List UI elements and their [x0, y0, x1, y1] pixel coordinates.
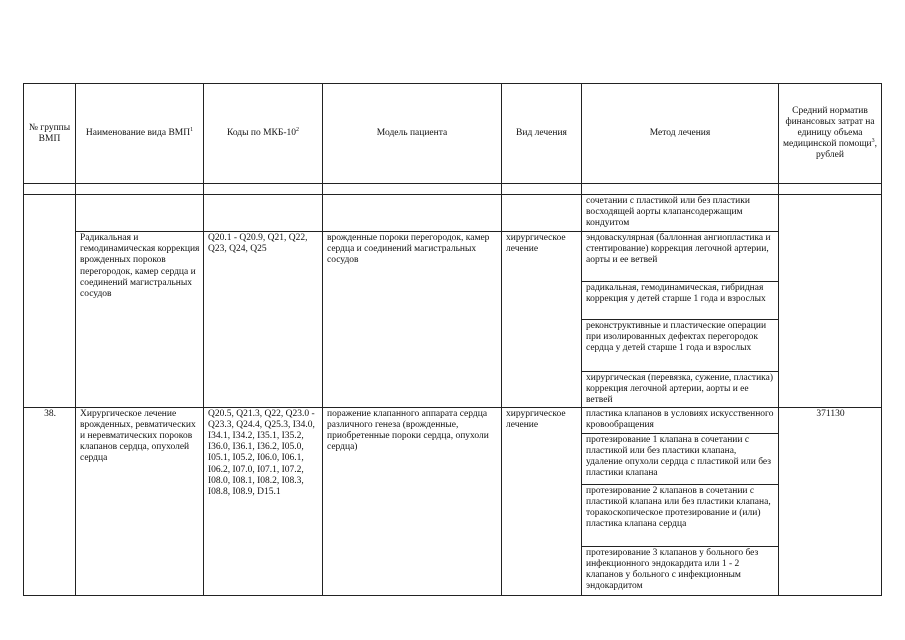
- cost-cell: 371130: [779, 407, 882, 595]
- header-group-number: № группы ВМП: [24, 84, 76, 184]
- icd-codes-cell: Q20.5, Q21.3, Q22, Q23.0 - Q23.3, Q24.4, Q25.3, I34.0, I34.1, I34.2, I35.1, I35.2, I36.0, I36.1, I36.2, I05.0, I05.1, I05.2, I06.0, I06.1, I06.2, I07.0, I07.1, I07.2, I08.0, I08.1, I08.2, I08.3, I08.8, I08.9, D15.1: [204, 407, 323, 595]
- cost-cell-empty: [779, 195, 882, 408]
- header-patient-model: Модель пациента: [323, 84, 502, 184]
- table-row: [24, 195, 882, 232]
- table-header-row: [24, 84, 882, 184]
- treatment-type-cell: хирургическое лечение: [502, 232, 582, 408]
- group-number-cell: 38.: [24, 407, 76, 595]
- header-average-cost: Средний норматив финансовых затрат на единицу объема медицинской помощи$^3$, рублей: [779, 84, 882, 184]
- vmp-name-cell: Хирургическое лечение врожденных, ревматических и неревматических пороков клапанов сердца, опухолей сердца: [76, 407, 204, 595]
- vmp-table: [23, 83, 882, 596]
- method-cell: протезирование 3 клапанов у больного без инфекционного эндокардита или 1 - 2 клапанов у больного с инфекционным эндокардитом: [582, 546, 779, 595]
- method-cell: пластика клапанов в условиях искусственного кровообращения: [582, 407, 779, 433]
- patient-model-cell: врожденные пороки перегородок, камер сердца и соединений магистральных сосудов: [323, 232, 502, 408]
- table-row: [24, 232, 882, 282]
- header-vmp-name: Наименование вида ВМП$^1$: [76, 84, 204, 184]
- header-treatment-method: Метод лечения: [582, 84, 779, 184]
- method-cell: хирургическая (перевязка, сужение, пластика) коррекция легочной артерии, аорты и ее ветвей: [582, 372, 779, 408]
- header-icd-codes: Коды по МКБ-$10^2$: [204, 84, 323, 184]
- method-cell: эндоваскулярная (баллонная ангиопластика и стентирование) коррекция легочной артерии, аорты и ее ветвей: [582, 232, 779, 282]
- table-spacer-row: [24, 184, 882, 195]
- method-cell: сочетании с пластикой или без пластики восходящей аорты клапансодержащим кондуитом: [582, 195, 779, 232]
- method-cell: протезирование 1 клапана в сочетании с пластикой или без пластики клапана, удаление опухоли сердца с пластикой или без пластики клапана: [582, 433, 779, 484]
- vmp-name-cell: Радикальная и гемодинамическая коррекция врожденных пороков перегородок, камер сердца и соединений магистральных сосудов: [76, 232, 204, 408]
- method-cell: реконструктивные и пластические операции при изолированных дефектах перегородок сердца у детей старше 1 года и взрослых: [582, 320, 779, 372]
- icd-codes-cell: Q20.1 - Q20.9, Q21, Q22, Q23, Q24, Q25: [204, 232, 323, 408]
- method-cell: протезирование 2 клапанов в сочетании с пластикой клапана или без пластики клапана, торакоскопическое протезирование и (или) пластика клапана сердца: [582, 484, 779, 546]
- table-row: [24, 407, 882, 433]
- method-cell: радикальная, гемодинамическая, гибридная коррекция у детей старше 1 года и взрослых: [582, 282, 779, 320]
- header-treatment-type: Вид лечения: [502, 84, 582, 184]
- patient-model-cell: поражение клапанного аппарата сердца различного генеза (врожденные, приобретенные пороки сердца, опухоли сердца): [323, 407, 502, 595]
- treatment-type-cell: хирургическое лечение: [502, 407, 582, 595]
- group-number-cell-empty: [24, 195, 76, 408]
